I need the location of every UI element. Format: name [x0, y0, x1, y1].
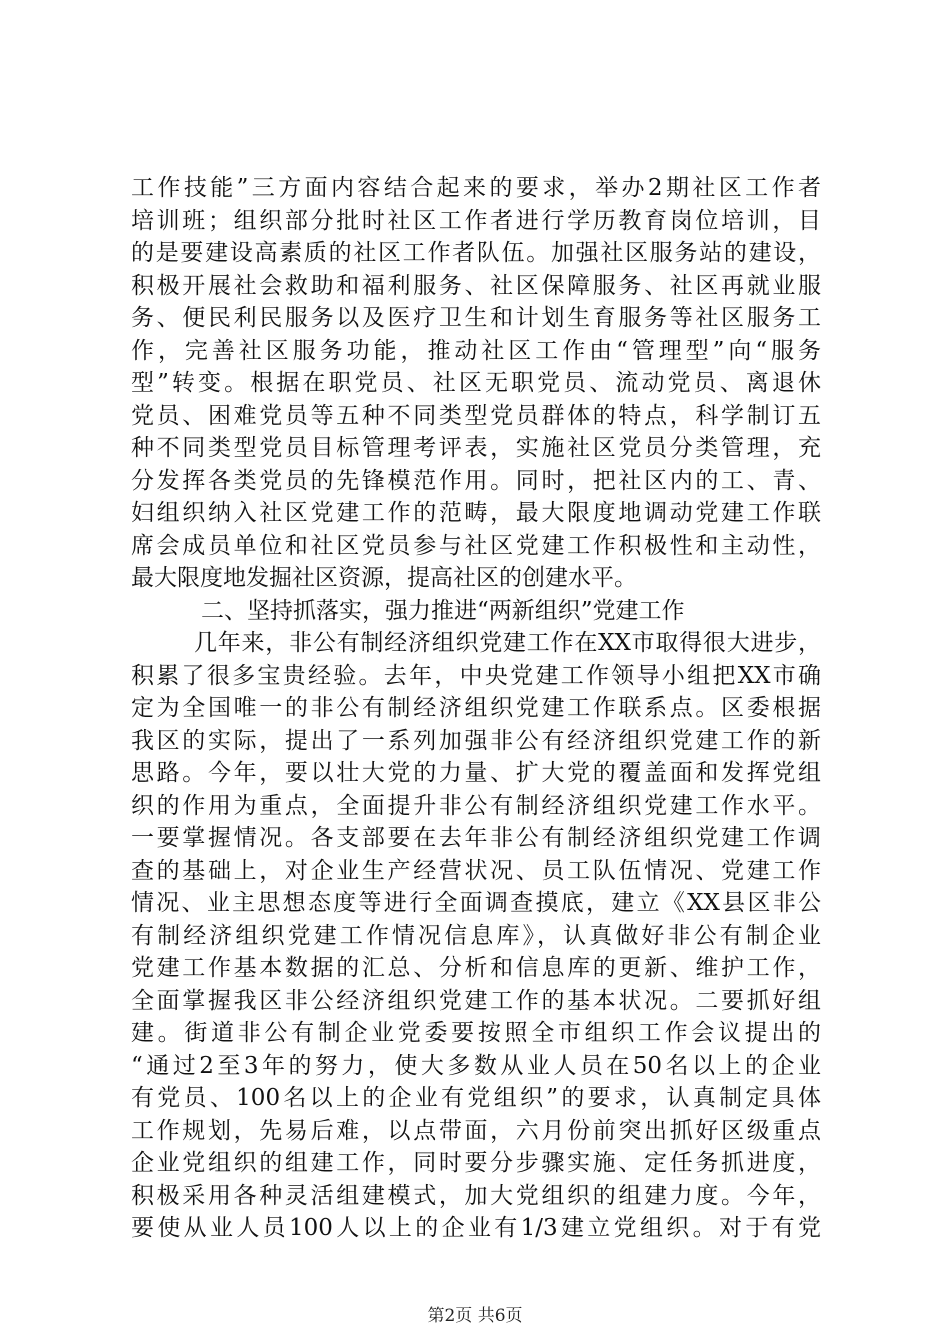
- document-body: [131, 172, 821, 1245]
- text-line: 工作技能”三方面内容结合起来的要求，举办2期社区工作者: [131, 175, 821, 201]
- text-line: 情况、业主思想态度等进行全面调查摸底，建立《XX县区非公: [131, 890, 821, 916]
- text-line: 席会成员单位和社区党员参与社区党建工作积极性和主动性，: [131, 532, 821, 559]
- text-line: 建。街道非公有制企业党委要按照全市组织工作会议提出的: [131, 1020, 821, 1046]
- text-line: 企业党组织的组建工作，同时要分步骤实施、定任务抓进度，: [131, 1150, 821, 1176]
- text-line: 有党员、100名以上的企业有党组织”的要求，认真制定具体: [131, 1085, 821, 1111]
- text-line: 作，完善社区服务功能，推动社区工作由“管理型”向“服务: [131, 337, 821, 364]
- text-line: 分发挥各类党员的先锋模范作用。同时，把社区内的工、青、: [131, 467, 821, 494]
- page-number-footer: 第2页 共6页: [427, 1306, 523, 1326]
- text-line: 有制经济组织党建工作情况信息库》，认真做好非公有制企业: [131, 922, 821, 949]
- section-heading: 二、坚持抓落实，强力推进“两新组织”党建工作: [201, 597, 685, 624]
- text-line: 全面掌握我区非公经济组织党建工作的基本状况。二要抓好组: [131, 987, 821, 1014]
- text-line: 的是要建设高素质的社区工作者队伍。加强社区服务站的建设，: [131, 240, 821, 266]
- text-line: 要使从业人员100人以上的企业有1/3建立党组织。对于有党: [131, 1215, 821, 1241]
- text-line: 几年来，非公有制经济组织党建工作在XX市取得很大进步，: [194, 630, 821, 656]
- text-line: 积累了很多宝贵经验。去年，中央党建工作领导小组把XX市确: [131, 662, 821, 689]
- text-line: 妇组织纳入社区党建工作的范畴，最大限度地调动党建工作联: [131, 500, 821, 526]
- text-line: 党建工作基本数据的汇总、分析和信息库的更新、维护工作，: [131, 955, 821, 981]
- text-line: 查的基础上，对企业生产经营状况、员工队伍情况、党建工作: [131, 857, 821, 884]
- text-line: 积极采用各种灵活组建模式，加大党组织的组建力度。今年，: [131, 1182, 821, 1209]
- text-line: 工作规划，先易后难，以点带面，六月份前突出抓好区级重点: [131, 1117, 821, 1144]
- text-line: 最大限度地发掘社区资源，提高社区的创建水平。: [131, 565, 637, 591]
- text-line: 我区的实际，提出了一系列加强非公有经济组织党建工作的新: [131, 727, 821, 754]
- text-line: 党员、困难党员等五种不同类型党员群体的特点，科学制订五: [131, 402, 821, 429]
- text-line: 种不同类型党员目标管理考评表，实施社区党员分类管理，充: [131, 435, 821, 461]
- text-line: 务、便民利民服务以及医疗卫生和计划生育服务等社区服务工: [131, 305, 821, 331]
- text-line: 思路。今年，要以壮大党的力量、扩大党的覆盖面和发挥党组: [131, 760, 821, 786]
- text-line: 培训班；组织部分批时社区工作者进行学历教育岗位培训，目: [131, 207, 821, 234]
- text-line: 定为全国唯一的非公有制经济组织党建工作联系点。区委根据: [131, 695, 821, 721]
- text-line: 型”转变。根据在职党员、社区无职党员、流动党员、离退休: [131, 370, 821, 396]
- text-line: 织的作用为重点，全面提升非公有制经济组织党建工作水平。: [131, 792, 821, 819]
- text-line: 积极开展社会救助和福利服务、社区保障服务、社区再就业服: [131, 272, 821, 299]
- text-line: “通过2至3年的努力，使大多数从业人员在50名以上的企业: [131, 1052, 821, 1079]
- text-line: 一要掌握情况。各支部要在去年非公有制经济组织党建工作调: [131, 825, 821, 851]
